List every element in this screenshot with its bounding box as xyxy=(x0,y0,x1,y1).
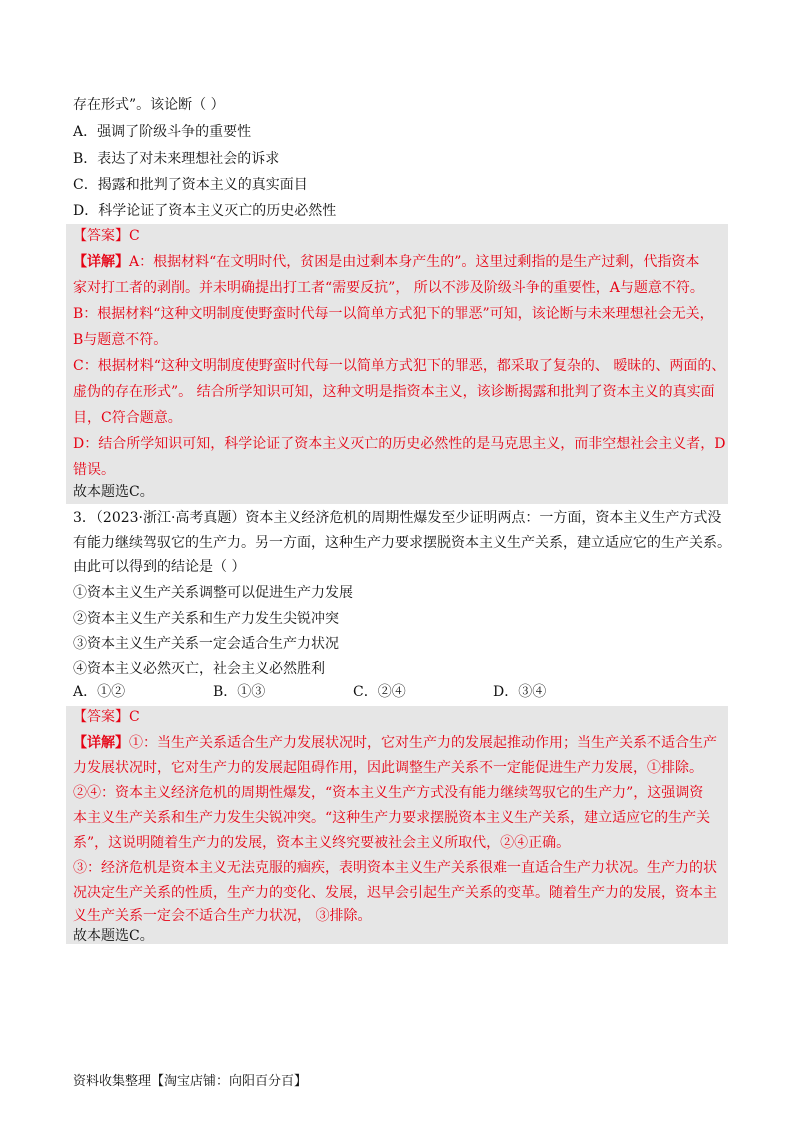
q3-detail-line: 【详解】①：当生产关系适合生产力发展状况时，它对生产力的发展起推动作用；当生产关系不适合生产 xyxy=(73,735,717,751)
q2-conclusion: 故本题选C。 xyxy=(73,484,154,500)
q2-detail-line: 【详解】A：根据材料“在文明时代，贫困是由过剩本身产生的”。这里过剩指的是生产过剩，代指资本 xyxy=(73,254,700,270)
page-footer: 资料收集整理【淘宝店铺：向阳百分百】 xyxy=(73,1074,308,1089)
q3-statement: ②资本主义生产关系和生产力发生尖锐冲突 xyxy=(73,611,339,627)
q3-stem-line: 3．（2023·浙江·高考真题）资本主义经济危机的周期性爆发至少证明两点：一方面，资本主义生产方式没 xyxy=(73,510,722,526)
q3-option-c: C．②④ xyxy=(353,684,406,700)
q3-detail-line: 义生产关系一定会不适合生产力状况， ③排除。 xyxy=(73,908,372,924)
q3-stem-line: 有能力继续驾驭它的生产力。另一方面，这种生产力要求摆脱资本主义生产关系，建立适应它的生产关系。 xyxy=(73,535,731,551)
q3-option-d: D．③④ xyxy=(493,684,547,700)
q3-detail-line: ③：经济危机是资本主义无法克服的痼疾，表明资本主义生产关系很难一直适合生产力状况。生产力的状 xyxy=(73,860,717,876)
q3-detail-line: ②④：资本主义经济危机的周期性爆发，“资本主义生产方式没有能力继续驾驭它的生产力”，这强调资 xyxy=(73,785,704,801)
q2-detail-line: 目，C符合题意。 xyxy=(73,410,182,426)
q3-options xyxy=(73,682,733,702)
q2-option-d: D．科学论证了资本主义灭亡的历史必然性 xyxy=(73,203,337,219)
q3-detail-line: 况决定生产关系的性质，生产力的变化、发展，迟早会引起生产关系的变革。随着生产力的发展，资本主 xyxy=(73,885,717,901)
q2-detail-line: B与题意不符。 xyxy=(73,332,168,348)
q3-answer: 【答案】C xyxy=(73,709,140,725)
q2-stem-tail: 存在形式”。该论断（ ） xyxy=(73,97,225,113)
q3-statement: ④资本主义必然灭亡，社会主义必然胜利 xyxy=(73,661,325,677)
q2-option-b: B．表达了对未来理想社会的诉求 xyxy=(73,151,280,167)
q2-option-a: A．强调了阶级斗争的重要性 xyxy=(73,124,252,140)
q3-detail-line: 系”，这说明随着生产力的发展，资本主义终究要被社会主义所取代，②④正确。 xyxy=(73,835,571,851)
q3-stem-line: 由此可以得到的结论是（ ） xyxy=(73,559,246,575)
q3-detail-line: 力发展状况时，它对生产力的发展起阻碍作用，因此调整生产关系不一定能促进生产力发展，①排除。 xyxy=(73,760,703,776)
q3-detail-line: 本主义生产关系和生产力发生尖锐冲突。“这种生产力要求摆脱资本主义生产关系，建立适应它的生产关 xyxy=(73,810,711,826)
q2-detail-line: D：结合所学知识可知，科学论证了资本主义灭亡的历史必然性的是马克思主义，而非空想社会主义者，D xyxy=(73,436,726,452)
q2-detail-line: 虚伪的存在形式”。 结合所学知识可知，这种文明是指资本主义，该诊断揭露和批判了资本主义的真实面 xyxy=(73,384,715,400)
q3-statement: ①资本主义生产关系调整可以促进生产力发展 xyxy=(73,585,353,601)
q3-option-b: B．①③ xyxy=(213,684,266,700)
q2-detail-line: B：根据材料“这种文明制度使野蛮时代每一以简单方式犯下的罪恶”可知，该论断与未来理想社会无关， xyxy=(73,306,714,322)
q2-detail-line: 错误。 xyxy=(73,462,115,478)
q3-conclusion: 故本题选C。 xyxy=(73,928,154,944)
q3-statement: ③资本主义生产关系一定会适合生产力状况 xyxy=(73,636,339,652)
q2-answer: 【答案】C xyxy=(73,228,140,244)
q2-option-c: C．揭露和批判了资本主义的真实面目 xyxy=(73,177,308,193)
q3-option-a: A．①② xyxy=(73,684,126,700)
q2-detail-line: 家对打工者的剥削。并未明确提出打工者“需要反抗”， 所以不涉及阶级斗争的重要性，A与题意不符。 xyxy=(73,280,704,296)
q2-detail-line: C：根据材料“这种文明制度使野蛮时代每一以简单方式犯下的罪恶，都采取了复杂的、 暧昧的、两面的、 xyxy=(73,358,726,374)
